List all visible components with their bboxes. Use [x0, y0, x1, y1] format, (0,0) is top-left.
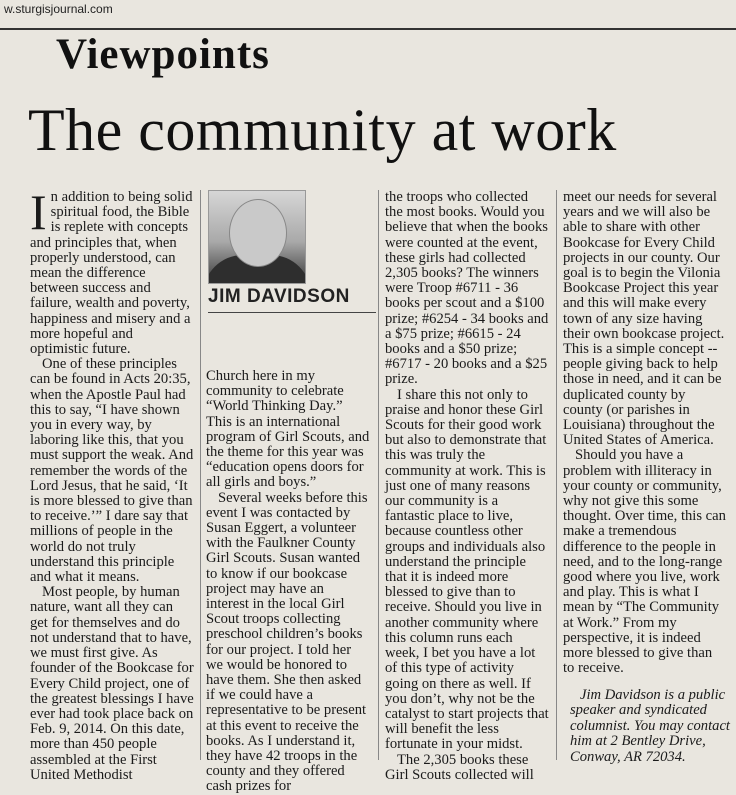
source-url: w.sturgisjournal.com: [4, 2, 113, 16]
article-paragraph: Church here in my community to celebrate “World Thinking Day.” This is an international program of Girl Scouts, and the theme for this year was “education opens doors for all girls and boys.”: [206, 368, 370, 491]
author-byline: JIM DAVIDSON: [208, 286, 350, 307]
article-column-2: [206, 369, 370, 795]
article-paragraph: One of these principles can be found in Acts 20:35, when the Apostle Paul had this to say, “I have shown you in every way, by laboring like this, that you must support the weak. And remember the words of the Lord Jesus, that he said, ‘It is more blessed to give than to receive.’” I dare say that millions of people in the world do not truly understand this principle and what it means.: [30, 356, 194, 586]
byline-rule: [208, 312, 376, 313]
article-paragraph: the troops who collected the most books. Would you believe that when the books were counted at the event, these girls had collected 2,305 books? The winners were Troop #6711 - 36 books per scout and a $100 prize; #6254 - 34 books and a $75 prize; #6615 - 24 books and a $50 prize; #6717 - 20 books and a $25 prize.: [385, 189, 549, 388]
column-divider: [200, 190, 201, 760]
article-column-1: [30, 184, 194, 783]
article-paragraph: Several weeks before this event I was contacted by Susan Eggert, a volunteer with the Faulkner County Girl Scouts. Susan wanted to know if our bookcase project may have an interest in the local Girl Scout troops collecting preschool children’s books for our project. I told her we would be honored to have them. She then asked if we could have a representative to be present at this event to receive the books. As I understand it, they have 42 troops in the county and they offered cash prizes for: [206, 489, 368, 795]
column-divider: [378, 190, 379, 760]
article-paragraph: Should you have a problem with illiteracy in your county or community, why not give this some thought. Over time, this can make a tremendous difference to the people in need, and to the long-range good where you live, work and play. This is what I mean by “The Community at Work.” From my perspective, it is indeed more blessed to give than to receive.: [563, 447, 726, 677]
article-paragraph: In addition to being solid spiritual food, the Bible is replete with concepts and principles that, when properly understood, can mean the difference between success and failure, wealth and poverty, happiness and misery and a more hopeful and optimistic future.: [30, 184, 193, 358]
author-bio: Jim Davidson is a public speaker and syndicated columnist. You may contact him at 2 Bentley Drive, Conway, AR 72034.: [570, 687, 730, 765]
author-photo: [208, 190, 306, 284]
article-column-3: [385, 190, 549, 783]
article-paragraph: meet our needs for several years and we will also be able to share with other Bookcase for Every Child projects in our county. Our goal is to begin the Vilonia Bookcase Project this year and this will make every town of any size having their own bookcase project. This is a simple concept -- people giving back to help those in need, and it can be duplicated county by county (or parishes in Louisiana) throughout the United States of America.: [563, 189, 725, 449]
article-paragraph: Most people, by human nature, want all they can get for themselves and do not understand that to have, we must first give. As founder of the Bookcase for Every Child project, one of the greatest blessings I have ever had took place back on Feb. 9, 2014. On this date, more than 450 people assembled at the First United Methodist: [30, 584, 194, 783]
headline: The community at work: [28, 97, 617, 163]
article-column-4: [563, 190, 727, 677]
article-paragraph: The 2,305 books these Girl Scouts collected will: [385, 751, 534, 783]
column-divider: [556, 190, 557, 760]
drop-cap: I: [30, 184, 47, 240]
article-paragraph: I share this not only to praise and honor these Girl Scouts for their good work but also to demonstrate that this was truly the community at work. This is just one of many reasons our community is a fantastic place to live, because countless other groups and individuals also understand the principle that it is indeed more blessed to give than to receive. Should you live in another community where this column runs each week, I bet you have a lot of this type of activity going on there as well. If you don’t, why not be the catalyst to start projects that will benefit the less fortunate in your midst.: [385, 386, 549, 753]
section-title: Viewpoints: [56, 31, 270, 78]
